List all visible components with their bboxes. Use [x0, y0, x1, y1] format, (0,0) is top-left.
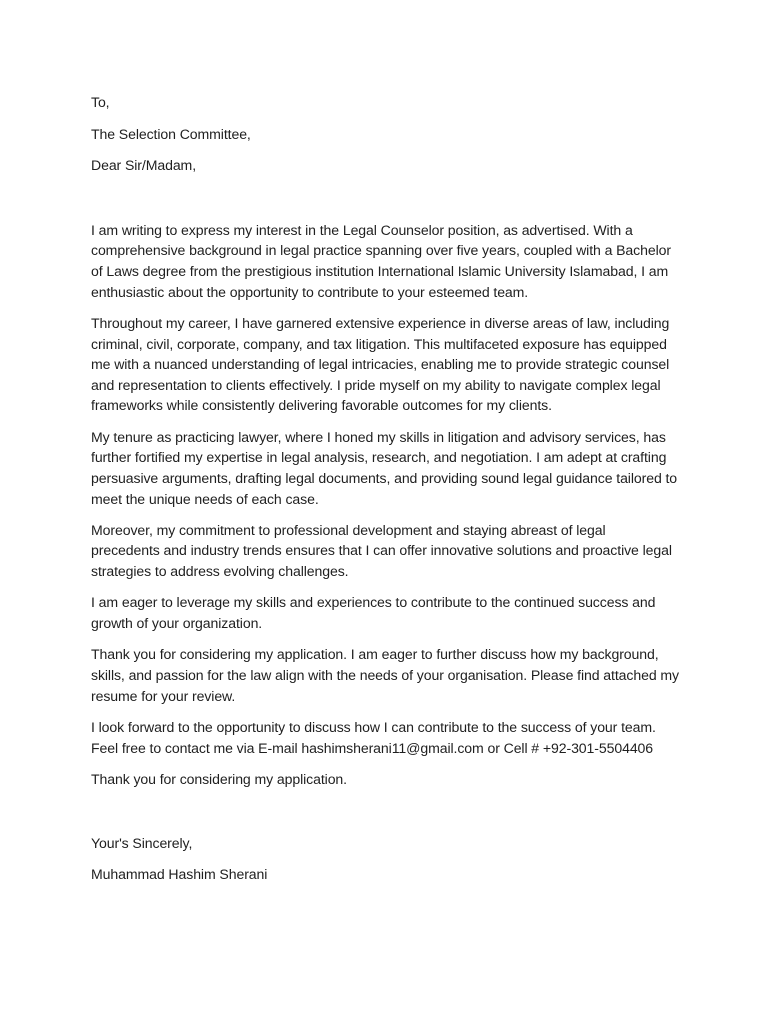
paragraph-interest [91, 220, 691, 302]
paragraph-line: skills, and passion for the law align with the needs of your organisation. Please find attached my [91, 667, 679, 684]
paragraph-tenure [91, 427, 691, 509]
closing: Your's Sincerely, [91, 834, 193, 851]
paragraph-development [91, 520, 691, 582]
paragraph-line: Throughout my career, I have garnered extensive experience in diverse areas of law, including [91, 314, 670, 331]
recipient-to: To, [91, 94, 110, 110]
paragraph-line: comprehensive background in legal practice spanning over five years, coupled with a Bachelor [91, 242, 671, 259]
paragraph-line: I am writing to express my interest in the Legal Counselor position, as advertised. With a [91, 221, 633, 238]
paragraph-contact [91, 717, 691, 758]
paragraph-line: persuasive arguments, drafting legal documents, and providing sound legal guidance tailored to [91, 469, 678, 486]
cover-letter [91, 92, 691, 885]
paragraph-line: precedents and industry trends ensures that I can offer innovative solutions and proactive legal [91, 542, 672, 559]
signature-name: Muhammad Hashim Sherani [91, 866, 268, 883]
paragraph-eager [91, 592, 691, 633]
paragraph-line: I am eager to leverage my skills and experiences to contribute to the continued success and [91, 594, 656, 611]
paragraph-line: Moreover, my commitment to professional development and staying abreast of legal [91, 521, 606, 538]
paragraph-line: of Laws degree from the prestigious institution International Islamic University Islamabad, I am [91, 262, 669, 279]
paragraph-experience [91, 313, 691, 416]
paragraph-line: meet the unique needs of each case. [91, 490, 319, 507]
paragraph-line: I look forward to the opportunity to discuss how I can contribute to the success of your team. [91, 719, 656, 736]
paragraph-line: resume for your review. [91, 687, 236, 704]
recipient-committee: The Selection Committee, [91, 125, 251, 142]
paragraph-line: me with a nuanced understanding of legal intricacies, enabling me to provide strategic counsel [91, 356, 670, 373]
paragraph-final-thanks [91, 769, 691, 790]
paragraph-thanks [91, 644, 691, 706]
paragraph-line: Feel free to contact me via E-mail hashimsherani11@gmail.com or Cell # +92-301-5504406 [91, 739, 654, 756]
paragraph-line: strategies to address evolving challenges. [91, 563, 349, 580]
paragraph-line: further fortified my expertise in legal analysis, research, and negotiation. I am adept at crafting [91, 449, 667, 466]
paragraph-line: My tenure as practicing lawyer, where I honed my skills in litigation and advisory services, has [91, 428, 666, 445]
paragraph-line: Thank you for considering my application. I am eager to further discuss how my background, [91, 646, 659, 663]
paragraph-line: criminal, civil, corporate, company, and tax litigation. This multifaceted exposure has equipped [91, 335, 667, 352]
paragraph-line: enthusiastic about the opportunity to contribute to your esteemed team. [91, 283, 529, 300]
paragraph-line: growth of your organization. [91, 615, 263, 632]
salutation: Dear Sir/Madam, [91, 157, 197, 174]
paragraph-line: and representation to clients effectively. I pride myself on my ability to navigate complex legal [91, 376, 661, 393]
paragraph-line: frameworks while consistently delivering favorable outcomes for my clients. [91, 397, 552, 414]
paragraph-line: Thank you for considering my application. [91, 771, 347, 788]
